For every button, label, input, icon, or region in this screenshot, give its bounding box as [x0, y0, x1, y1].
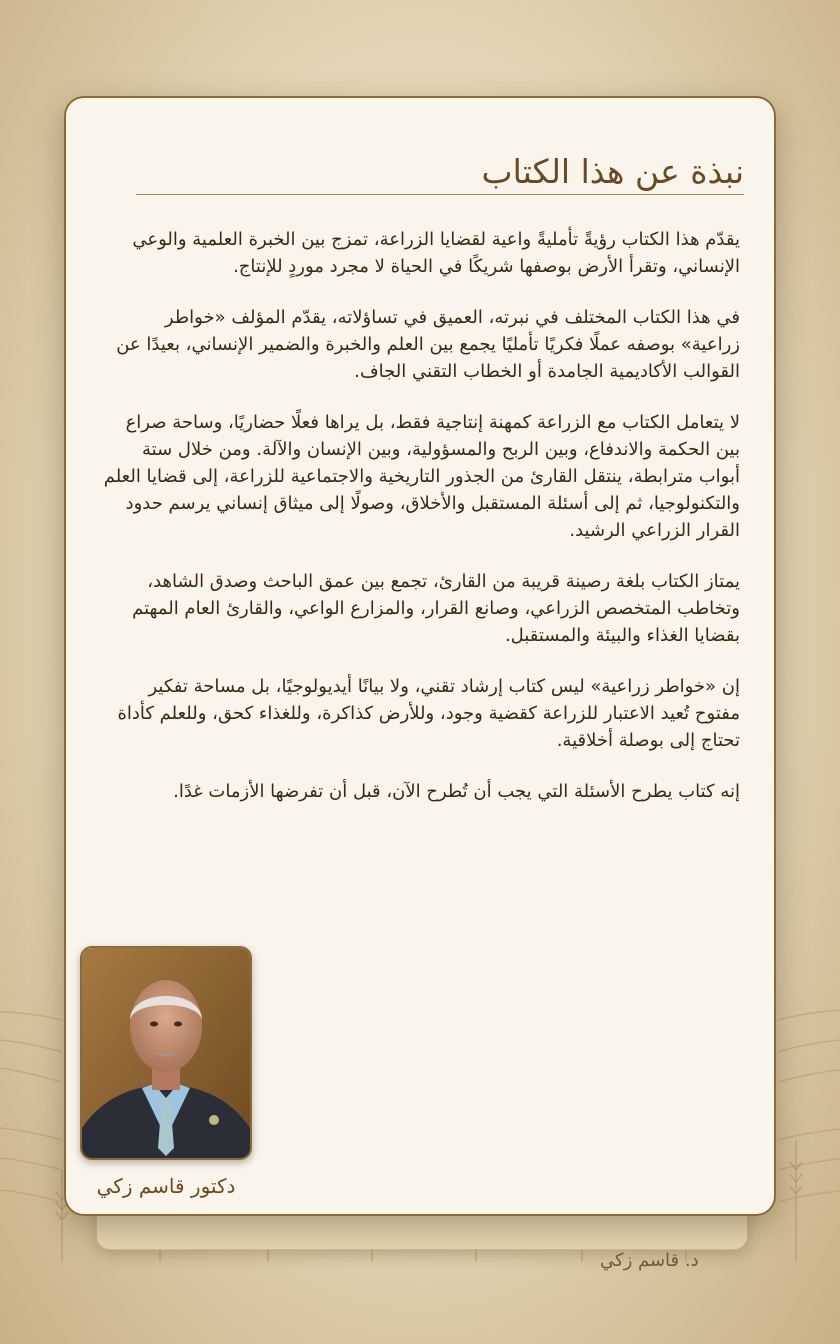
author-name-caption: دكتور قاسم زكي: [96, 1174, 236, 1198]
description-paragraph: في هذا الكتاب المختلف في نبرته، العميق في تساؤلاته، يقدّم المؤلف «خواطر زراعية» بوصفه عملًا فكريًا تأمليًا يجمع بين العلم والخبرة والضمير الإنساني، بعيدًا عن القوالب الأكاديمية الجامدة أو الخطاب التقني الجاف.: [116, 307, 740, 382]
page-title: نبذة عن هذا الكتاب: [136, 150, 744, 195]
description-paragraph: لا يتعامل الكتاب مع الزراعة كمهنة إنتاجية فقط، بل يراها فعلًا حضاريًا، وساحة صراع بين الحكمة والاندفاع، وبين الربح والمسؤولية، وبين الإنسان والآلة. ومن خلال ستة أبواب مترابطة، ينتقل القارئ من الجذور التاريخية والاجتماعية للزراعة، إلى قضايا العلم والتكنولوجيا، ثم إلى أسئلة المستقبل والأخلاق، وصولًا إلى ميثاق إنساني يرسم حدود القرار الزراعي الرشيد.: [103, 412, 740, 541]
description-paragraph: إن «خواطر زراعية» ليس كتاب إرشاد تقني، ولا بيانًا أيديولوجيًا، بل مساحة تفكير مفتوح تُعيد الاعتبار للزراعة كقضية وجود، وللأرض كذاكرة، وللغذاء كحق، وللعلم كأداة تحتاج إلى بوصلة أخلاقية.: [117, 676, 740, 751]
description-paragraph: يقدّم هذا الكتاب رؤيةً تأمليةً واعية لقضايا الزراعة، تمزج بين الخبرة العلمية والوعي الإنساني، وتقرأ الأرض بوصفها شريكًا في الحياة لا مجرد موردٍ للإنتاج.: [132, 229, 740, 277]
description-paragraph: يمتاز الكتاب بلغة رصينة قريبة من القارئ، تجمع بين عمق الباحث وصدق الشاهد، وتخاطب المتخصص الزراعي، وصانع القرار، والمزارع الواعي، والقارئ العام المهتم بقضايا الغذاء والبيئة والمستقبل.: [132, 571, 740, 646]
book-about-card: [64, 96, 776, 1216]
footer-signature: د. قاسم زكي: [600, 1250, 699, 1271]
description-paragraph: إنه كتاب يطرح الأسئلة التي يجب أن تُطرح الآن، قبل أن تفرضها الأزمات غدًا.: [173, 781, 740, 802]
description-body: [100, 226, 740, 829]
author-portrait: [80, 946, 252, 1160]
